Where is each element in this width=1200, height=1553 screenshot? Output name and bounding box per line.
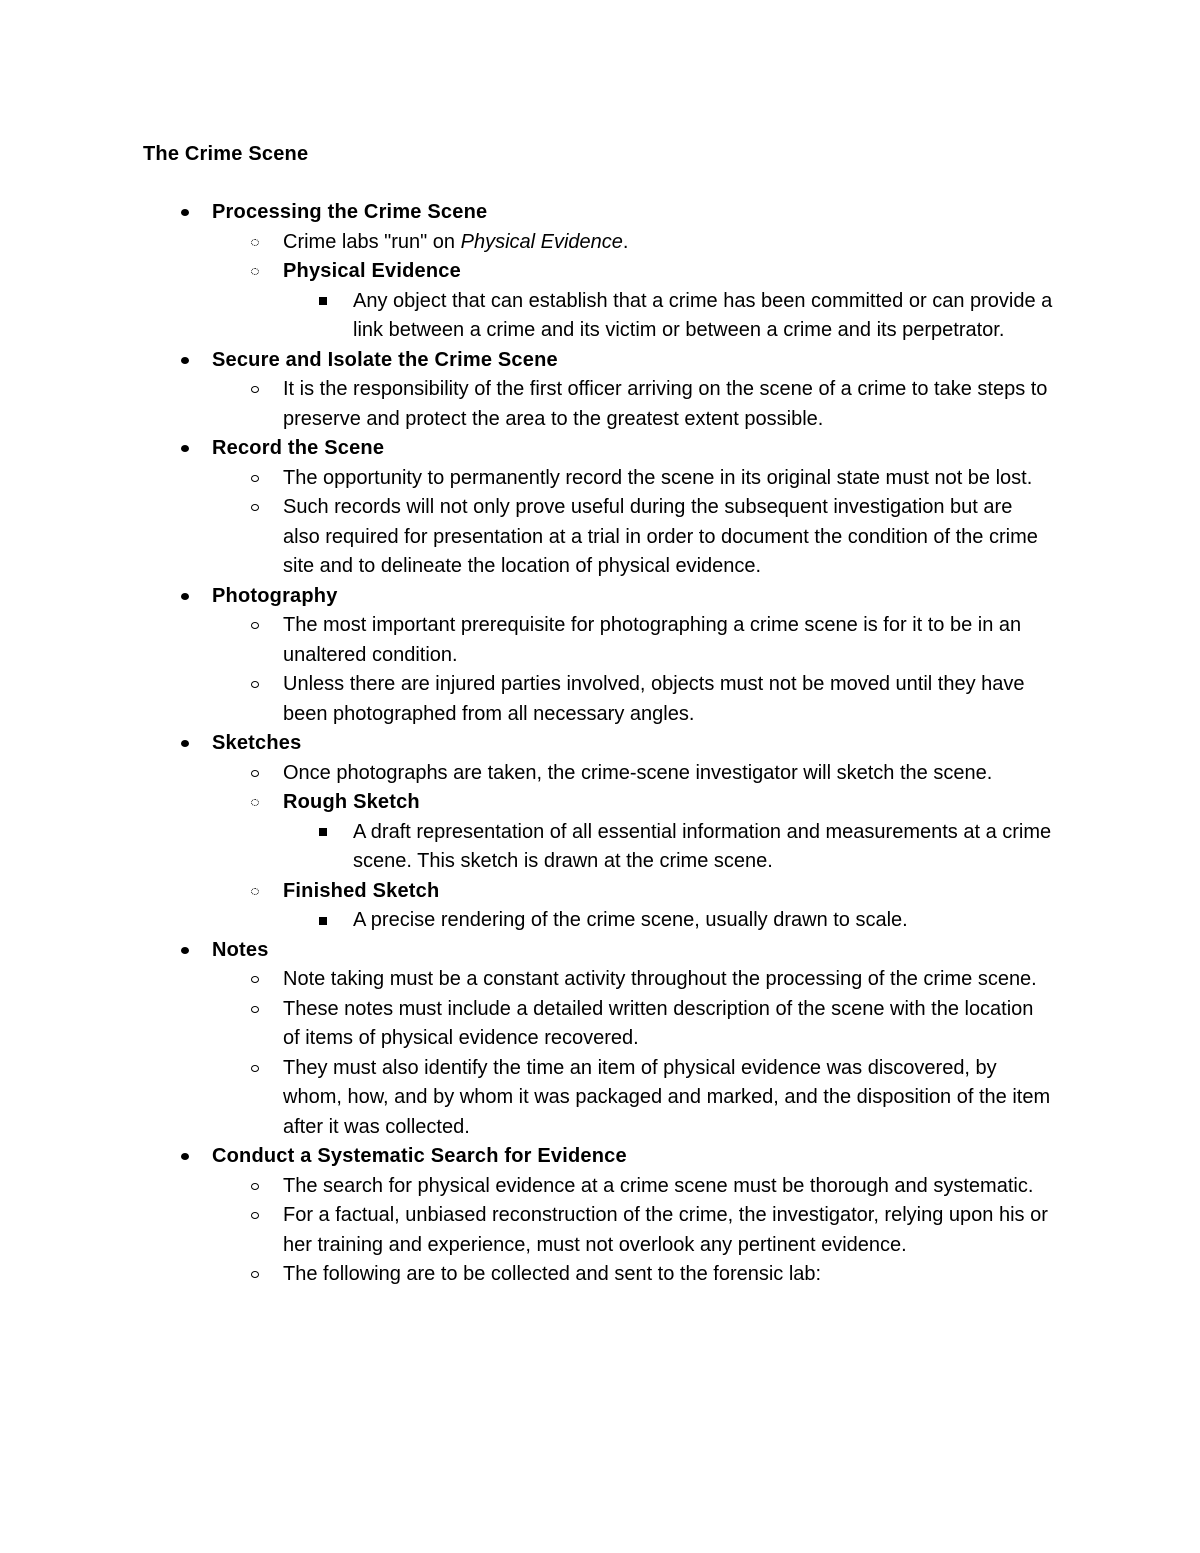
square-bullet-icon [313,287,333,317]
list-item: A precise rendering of the crime scene, usually drawn to scale. [0,906,1053,936]
section-heading: Conduct a Systematic Search for Evidence [0,1142,1062,1172]
bullet-icon [175,729,195,759]
section-heading: Processing the Crime Scene [0,198,1062,228]
circle-bullet-icon [245,965,265,995]
bullet-icon [175,434,195,464]
list-item: For a factual, unbiased reconstruction of the crime, the investigator, relying upon his or her training and experience, must not overlook any pertinent evidence. [0,1201,1053,1260]
outline [0,198,1200,1290]
bullet-icon [175,1142,195,1172]
circle-bullet-icon [245,1054,265,1084]
list-item: Unless there are injured parties involved, objects must not be moved until they have been photographed from all necessary angles. [0,670,1053,729]
bullet-icon [175,582,195,612]
list-item: Crime labs "run" on Physical Evidence. [0,228,1053,258]
bullet-icon [175,198,195,228]
list-item: The most important prerequisite for photographing a crime scene is for it to be in an unaltered condition. [0,611,1053,670]
square-bullet-icon [313,906,333,936]
section-heading: Photography [0,582,1062,612]
list-item: Rough Sketch [0,788,1053,818]
list-item: Physical Evidence [0,257,1053,287]
circle-bullet-icon [245,493,265,523]
circle-bullet-icon [245,1260,265,1290]
square-bullet-icon [313,818,333,848]
bullet-icon [175,936,195,966]
section-heading: Secure and Isolate the Crime Scene [0,346,1062,376]
circle-bullet-icon [245,670,265,700]
list-item: They must also identify the time an item of physical evidence was discovered, by whom, how, and by whom it was packaged and marked, and the disposition of the item after it was collected. [0,1054,1053,1143]
circle-bullet-icon [245,1172,265,1202]
section-heading: Sketches [0,729,1062,759]
list-item: The opportunity to permanently record the scene in its original state must not be lost. [0,464,1053,494]
circle-bullet-icon [245,464,265,494]
page-title: The Crime Scene [143,143,309,165]
dotted-circle-bullet-icon [245,788,265,818]
circle-bullet-icon [245,759,265,789]
list-item: Note taking must be a constant activity throughout the processing of the crime scene. [0,965,1053,995]
list-item: A draft representation of all essential information and measurements at a crime scene. This sketch is drawn at the crime scene. [0,818,1053,877]
dotted-circle-bullet-icon [245,228,265,258]
dotted-circle-bullet-icon [245,257,265,287]
section-heading: Notes [0,936,1062,966]
list-item: The search for physical evidence at a crime scene must be thorough and systematic. [0,1172,1053,1202]
bullet-icon [175,346,195,376]
list-item: The following are to be collected and sent to the forensic lab: [0,1260,1053,1290]
dotted-circle-bullet-icon [245,877,265,907]
list-item: Once photographs are taken, the crime-scene investigator will sketch the scene. [0,759,1053,789]
list-item: Such records will not only prove useful during the subsequent investigation but are also required for presentation at a trial in order to document the condition of the crime site and to delineate the location of physical evidence. [0,493,1053,582]
circle-bullet-icon [245,375,265,405]
list-item: Finished Sketch [0,877,1053,907]
list-item: It is the responsibility of the first officer arriving on the scene of a crime to take steps to preserve and protect the area to the greatest extent possible. [0,375,1053,434]
circle-bullet-icon [245,611,265,641]
circle-bullet-icon [245,995,265,1025]
list-item: Any object that can establish that a crime has been committed or can provide a link between a crime and its victim or between a crime and its perpetrator. [0,287,1053,346]
list-item: These notes must include a detailed written description of the scene with the location of items of physical evidence recovered. [0,995,1053,1054]
section-heading: Record the Scene [0,434,1062,464]
circle-bullet-icon [245,1201,265,1231]
